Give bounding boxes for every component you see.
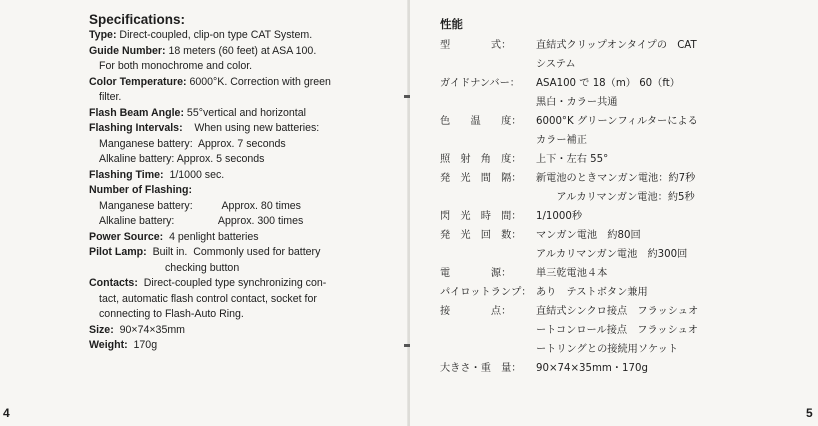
spec-value: Direct-coupled type synchronizing con- — [137, 277, 327, 289]
spec-line-jp — [440, 207, 800, 226]
spec-value: 1/1000 sec. — [163, 168, 225, 181]
spec-line-jp — [440, 169, 800, 188]
japanese-specifications — [440, 16, 800, 378]
spec-line — [89, 90, 389, 106]
spec-line — [89, 214, 389, 230]
spec-label: Type: — [89, 29, 117, 41]
spec-value: Manganese battery: Approx. 80 times — [99, 199, 301, 212]
spec-line-jp — [440, 340, 800, 359]
spec-line — [89, 199, 389, 215]
spec-value-jp: アルカリマンガン電池：約5秒 — [536, 192, 695, 203]
spec-value: Alkaline battery: Approx. 300 times — [99, 215, 304, 227]
spec-label: Flashing Intervals: — [89, 122, 183, 134]
spec-line-jp — [440, 112, 800, 131]
spec-label-jp: 型 式： — [440, 40, 512, 51]
spec-label-jp: 閃 光 時 間： — [440, 211, 522, 222]
spec-line — [89, 292, 389, 308]
spec-line — [89, 245, 389, 261]
spec-label: Pilot Lamp: — [89, 246, 147, 258]
spec-line-jp — [440, 131, 800, 150]
spec-value-jp: マンガン電池 約80回 — [536, 230, 641, 241]
spec-label: Guide Number: — [89, 44, 166, 57]
spec-line-jp — [440, 359, 800, 378]
spec-line — [89, 261, 389, 277]
spec-value: For both monochrome and color. — [99, 60, 253, 72]
spec-label-jp: 色 温 度： — [440, 116, 522, 127]
spec-value-jp: 上下・左右 55° — [536, 154, 609, 165]
spec-value-jp: あり テストボタン兼用 — [536, 287, 648, 298]
spec-value: Direct-coupled, clip-on type CAT System. — [116, 29, 313, 41]
spec-value-jp: 黒白・カラー共通 — [536, 97, 618, 108]
spec-value: When using new batteries: — [182, 122, 320, 134]
spec-line-jp — [440, 302, 800, 321]
spec-line-jp — [440, 245, 800, 264]
spec-value-jp: 単三乾電池４本 — [536, 268, 608, 279]
spec-value: 4 penlight batteries — [163, 230, 259, 243]
spec-line-jp — [440, 188, 800, 207]
specifications-heading: Specifications: — [89, 12, 186, 27]
spec-label: Weight: — [89, 339, 128, 351]
spec-line — [89, 152, 389, 168]
spec-value: Alkaline battery: Approx. 5 seconds — [99, 153, 265, 165]
spec-value: filter. — [99, 91, 122, 103]
spec-line — [89, 137, 389, 153]
spec-value-jp: ASA100 で 18（m） 60（ft） — [536, 78, 680, 89]
performance-heading: 性能 — [440, 17, 463, 31]
spec-line-jp — [440, 283, 800, 302]
spec-label-jp: 大きさ・重 量： — [440, 363, 522, 374]
spec-label: Number of Flashing: — [89, 184, 192, 196]
spec-value: 90×74×35mm — [113, 323, 185, 336]
page-number-right: 5 — [806, 406, 813, 420]
spec-value-jp: 新電池のときマンガン電池：約7秒 — [536, 173, 696, 184]
spec-value: 170g — [127, 339, 158, 351]
spec-line — [89, 59, 389, 75]
spec-value: tact, automatic flash control contact, socket for — [99, 292, 317, 305]
spec-label-jp: 電 源： — [440, 268, 512, 279]
spec-value: Built in. Commonly used for battery — [146, 246, 321, 258]
spec-line-jp — [440, 226, 800, 245]
spec-value-jp: アルカリマンガン電池 約300回 — [536, 249, 688, 260]
spec-label: Flashing Time: — [89, 168, 164, 181]
english-specifications — [89, 11, 389, 354]
spec-label: Contacts: — [89, 277, 138, 289]
spec-label: Flash Beam Angle: — [89, 106, 184, 119]
spec-value: checking button — [165, 261, 240, 274]
spec-line — [89, 276, 389, 292]
spec-line-jp — [440, 36, 800, 55]
spec-line — [89, 338, 389, 354]
spec-line — [89, 307, 389, 323]
spec-line-jp — [440, 55, 800, 74]
spec-label-jp: 接 点： — [440, 306, 512, 317]
spec-line — [89, 106, 389, 122]
spec-value: Manganese battery: Approx. 7 seconds — [99, 137, 286, 150]
page-number-left: 4 — [3, 406, 10, 420]
spec-value-jp: システム — [536, 59, 576, 70]
spec-line — [89, 44, 389, 60]
spec-line-jp — [440, 150, 800, 169]
spec-value-jp: カラー補正 — [536, 135, 587, 146]
spec-label: Power Source: — [89, 230, 164, 243]
spec-label-jp: ガイドナンバー： — [440, 78, 520, 89]
spec-line — [89, 323, 389, 339]
spec-line — [89, 168, 389, 184]
spec-line-jp — [440, 321, 800, 340]
spec-line — [89, 230, 389, 246]
spec-value: connecting to Flash-Auto Ring. — [99, 308, 244, 320]
spec-label-jp: 発 光 回 数： — [440, 230, 522, 241]
spec-value: 6000°K. Correction with green — [186, 75, 331, 88]
spec-value-jp: 1/1000秒 — [536, 211, 583, 222]
spec-value-jp: 直結式シンクロ接点 フラッシュオ — [536, 306, 699, 317]
spec-line-jp — [440, 74, 800, 93]
spec-line — [89, 183, 389, 199]
spec-value: 18 meters (60 feet) at ASA 100. — [165, 44, 317, 57]
spec-label-jp: 発 光 間 隔： — [440, 173, 522, 184]
spec-value: 55°vertical and horizontal — [183, 106, 306, 119]
spec-line-jp — [440, 264, 800, 283]
spec-value-jp: ートリングとの接続用ソケット — [536, 344, 679, 355]
spec-value-jp: 6000°K グリーンフィルターによる — [536, 116, 698, 127]
spec-line-jp — [440, 93, 800, 112]
spec-value-jp: ートコンロール接点 フラッシュオ — [536, 325, 698, 336]
spec-value-jp: 直結式クリップオンタイプの CAT — [536, 40, 697, 51]
spec-line — [89, 75, 389, 91]
spec-label: Color Temperature: — [89, 75, 187, 88]
spec-line — [89, 121, 389, 137]
spec-label-jp: 照 射 角 度： — [440, 154, 522, 165]
spec-label: Size: — [89, 323, 114, 336]
spec-value-jp: 90×74×35mm・170g — [536, 363, 648, 374]
spec-line — [89, 28, 389, 44]
spec-label-jp: パイロットランプ： — [440, 287, 532, 298]
